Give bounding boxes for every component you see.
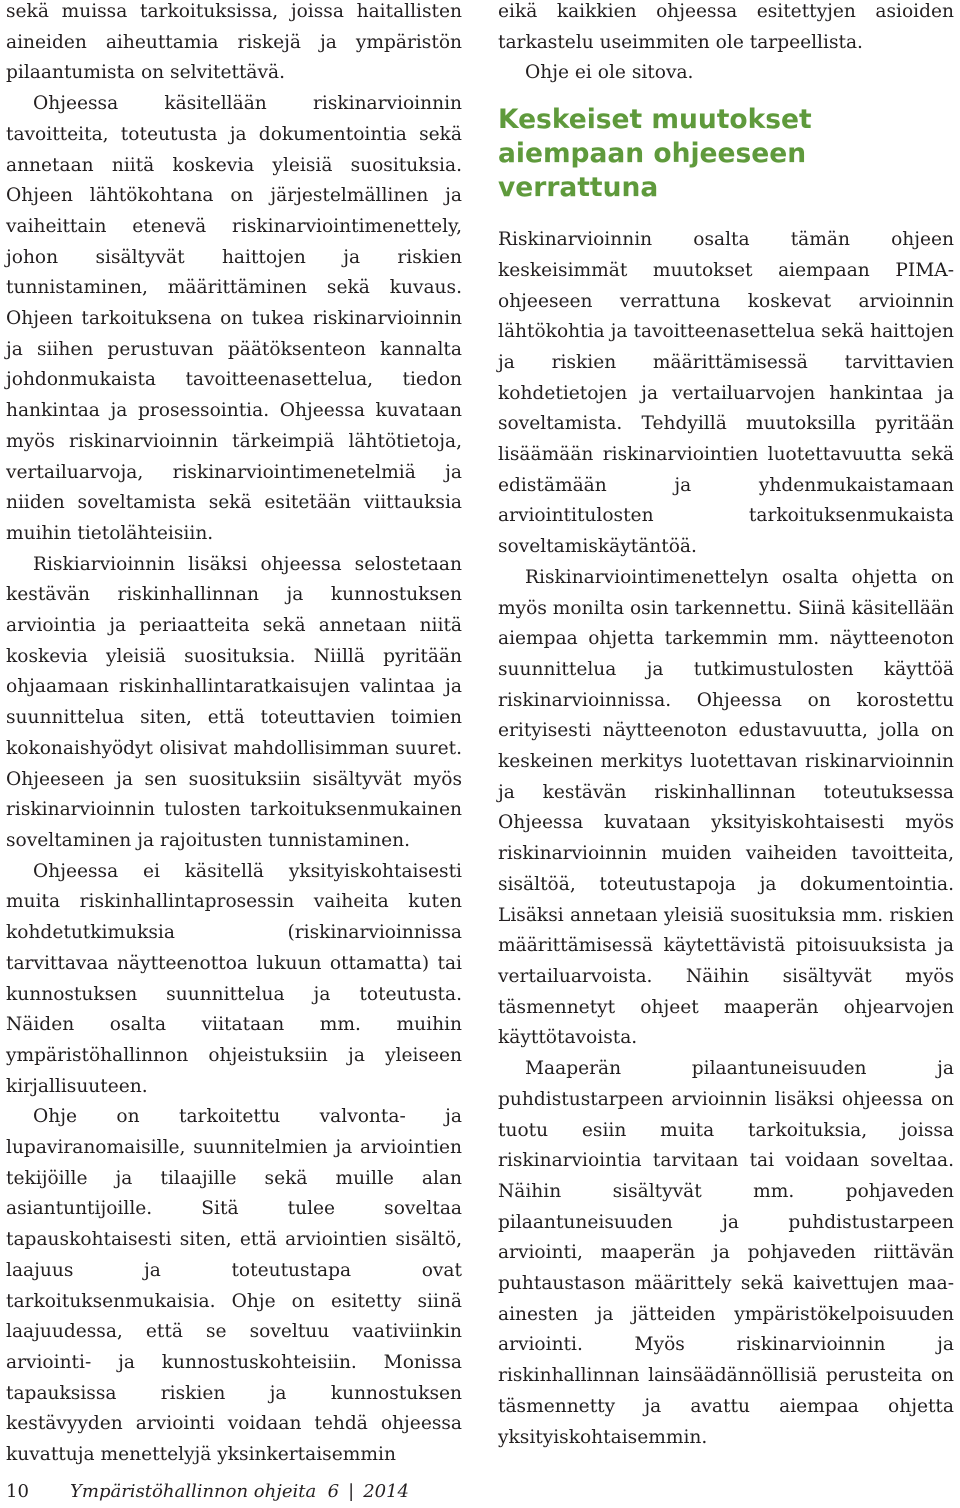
paragraph: eikä kaikkien ohjeessa esitettyjen asioiden tarkastelu useimmiten ole tarpeellista. <box>498 1 954 53</box>
paragraph: Ohje ei ole sitova. <box>525 62 694 84</box>
section-heading: Keskeiset muutokset aiempaan ohjeeseen verrattuna <box>498 104 812 204</box>
issue-number: 6 <box>327 1481 340 1502</box>
publication-year: 2014 <box>363 1481 409 1502</box>
paragraph: Ohjeessa käsitellään riskinarvioinnin tavoitteita, toteutusta ja dokumentointia sekä annetaan niitä koskevia yleisiä suosituksia. Ohjeen lähtökohtana on järjestelmällinen ja vaiheittain etenevä riskinarviointimenettely, johon sisältyvät haittojen ja riskien tunnistaminen, määrittäminen sekä kuvaus. Ohjeen tarkoituksena on tukea riskinarvioinnin ja siihen perustuvan päätöksenteon kannalta johdonmukaista tavoitteenasettelua, tiedon hankintaa ja prosessointia. Ohjeessa kuvataan myös riskinarvioinnin tärkeimpiä lähtötietoja, vertailuarvoja, riskinarviointimenetelmiä ja niiden soveltamista sekä esitetään viittauksia muihin tietolähteisiin. <box>6 93 462 544</box>
paragraph: Riskinarvioinnin osalta tämän ohjeen keskeisimmät muutokset aiempaan PIMA-ohjeeseen verrattuna koskevat arvioinnin lähtökohtia ja tavoitteenasettelua sekä haittojen ja riskien määrittämisessä tarvittavien kohdetietojen ja vertailuarvojen hankintaa ja soveltamista. Tehdyillä muutoksilla pyritään lisäämään riskinarviointien luotettavuutta sekä edistämään ja yhdenmukaistamaan arviointitulosten tarkoituksenmukaista soveltamiskäytäntöä. <box>498 229 954 558</box>
footer-separator: | <box>348 1481 355 1502</box>
page-footer <box>6 1480 409 1504</box>
paragraph: Riskiarvioinnin lisäksi ohjeessa selostetaan kestävän riskinhallinnan ja kunnostuksen arviointia ja periaatteita sekä annetaan niitä koskevia yleisiä suosituksia. Niillä pyritään ohjaamaan riskinhallintaratkaisujen valintaa ja suunnittelua siten, että toteuttavien toimien kokonaishyödyt olisivat mahdollisimman suuret. Ohjeeseen ja sen suosituksiin sisältyvät myös riskinarvioinnin tulosten tarkoituksenmukainen soveltaminen ja rajoitusten tunnistaminen. <box>6 553 462 851</box>
right-column <box>498 0 954 1453</box>
paragraph: Riskinarviointimenettelyn osalta ohjetta on myös monilta osin tarkennettu. Siinä käsitellään aiempaa ohjetta tarkemmin mm. näytteenoton suunnittelua ja tutkimustulosten käyttöä riskinarvioinnissa. Ohjeessa on korostettu erityisesti näytteenoton edustavuutta, jolla on keskeinen merkitys luotettavan riskinarvioinnin ja kestävän riskinhallinnan toteutuksessa Ohjeessa kuvataan yksityiskohtaisesti myös riskinarvioinnin muiden vaiheiden tavoitteita, sisältöä, toteutustapoja ja dokumentointia. Lisäksi annetaan yleisiä suosituksia mm. riskien määrittämisessä käytettävistä pitoisuuksista ja vertailuarvoista. Näihin sisältyvät myös täsmennetyt ohjeet maaperän ohjearvojen käyttötavoista. <box>498 566 954 1049</box>
paragraph: Maaperän pilaantuneisuuden ja puhdistustarpeen arvioinnin lisäksi ohjeessa on tuotu esiin muita tarkoituksia, joissa riskinarviointia tarvitaan tai voidaan soveltaa. Näihin sisältyvät mm. pohjaveden pilaantuneisuuden ja puhdistustarpeen arviointi, maaperän ja pohjaveden riittävän puhtaustason määrittely sekä kaivettujen maa-ainesten ja jätteiden ympäristökelpoisuuden arviointi. Myös riskinarvioinnin ja riskinhallinnan lainsäädännöllisiä perusteita on täsmennetty ja avattu aiempaa ohjetta yksityiskohtaisemmin. <box>498 1058 954 1448</box>
paragraph: Ohje on tarkoitettu valvonta- ja lupaviranomaisille, suunnitelmien ja arviointien tekijöille ja tilaajille sekä muille alan asiantuntijoille. Sitä tulee soveltaa tapauskohtaisesti siten, että arviointien sisältö, laajuus ja toteutustapa ovat tarkoituksenmukaisia. Ohje on esitetty siinä laajuudessa, että se soveltuu vaativiinkin arviointi- ja kunnostuskohteisiin. Monissa tapauksissa riskien ja kunnostuksen kestävyyden arviointi voidaan tehdä ohjeessa kuvattuja menettelyjä yksinkertaisemmin <box>6 1106 462 1466</box>
paragraph: Ohjeessa ei käsitellä yksityiskohtaisesti muita riskinhallintaprosessin vaiheita kuten kohdetutkimuksia (riskinarvioinnissa tarvittavaa näytteenottoa lukuun ottamatta) tai kunnostuksen suunnittelua ja toteutusta. Näiden osalta viitataan mm. muihin ympäristöhallinnon ohjeistuksiin ja yleiseen kirjallisuuteen. <box>6 860 462 1097</box>
left-column <box>6 0 462 1471</box>
paragraph: sekä muissa tarkoituksissa, joissa haitallisten aineiden aiheuttamia riskejä ja ympäristön pilaantumista on selvitettävä. <box>6 1 462 84</box>
publication-title: Ympäristöhallinnon ohjeita <box>70 1481 317 1502</box>
page-number: 10 <box>6 1481 29 1502</box>
